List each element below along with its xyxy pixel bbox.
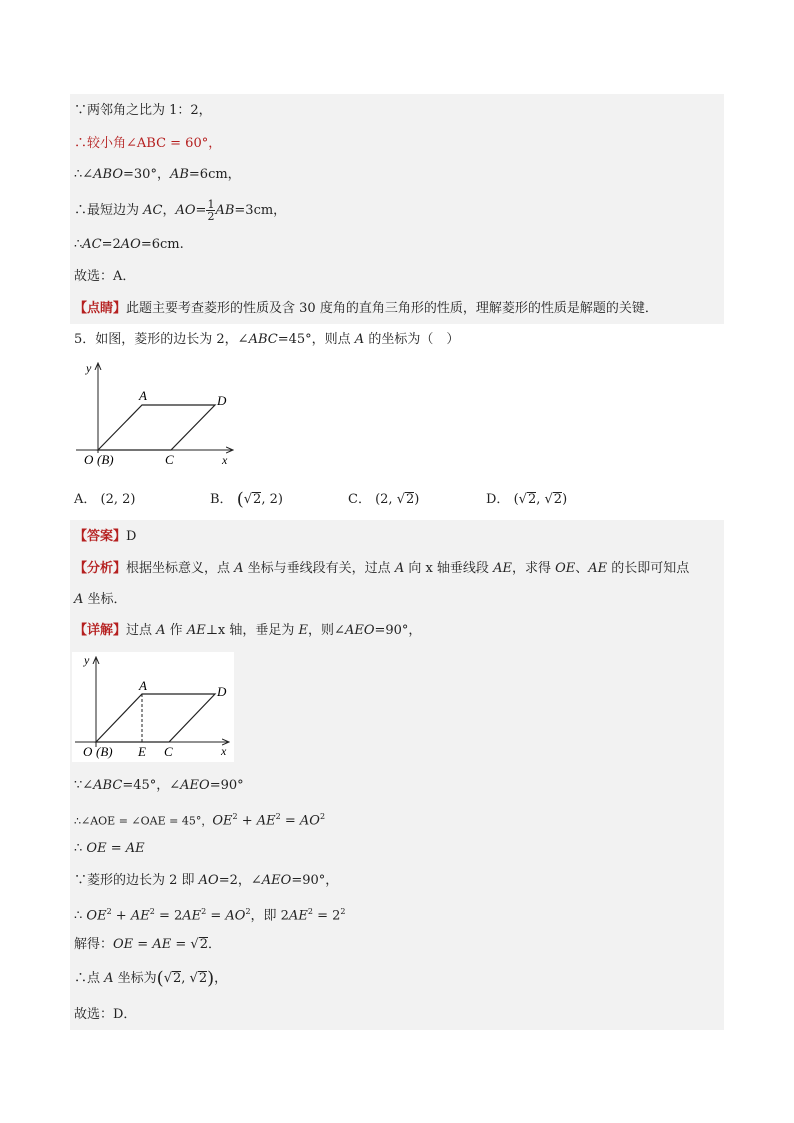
tip-line: 【点睛】此题主要考查菱形的性质及含 30 度角的直角三角形的性质，理解菱形的性质是解题的关键． — [74, 301, 658, 316]
step-3: ∴ OE = AE — [74, 841, 145, 856]
fraction: $\frac{1}{2}$ — [207, 198, 215, 223]
detail-line: 【详解】过点 A 作 AE⊥x 轴，垂足为 E，则∠AEO=90°， — [74, 623, 422, 638]
text-line: 故选：A． — [74, 269, 136, 284]
rhombus — [98, 405, 215, 450]
step-1: ∵∠ABC=45°，∠AEO=90° — [74, 778, 244, 793]
step-6: 解得：OE = AE = √2． — [74, 937, 221, 952]
rhombus — [96, 694, 215, 742]
label-o: O — [83, 744, 93, 759]
step-7: ∴点 A 坐标为(√2, √2)， — [74, 968, 228, 989]
step-5: ∴ $OE^2 + AE^2 = 2AE^2 = AO^2$，即 $2AE^2 = 2^2$ — [74, 907, 346, 924]
step-4: ∵菱形的边长为 2 即 AO=2，∠AEO=90°， — [74, 873, 339, 888]
analysis-line: 【分析】根据坐标意义，点 A 坐标与垂线段有关，过点 A 向 x 轴垂线段 AE，求得 OE、AE 的长即可知点 — [74, 561, 690, 576]
label-y: y — [86, 361, 92, 375]
text-line: ∴最短边为 AC，AO= $\frac{1}{2}$ AB=3cm， — [74, 198, 287, 223]
label-x: x — [222, 453, 228, 467]
rhombus-figure-with-e — [72, 652, 234, 762]
text-line: ∵两邻角之比为 1：2， — [74, 103, 212, 118]
option-a[interactable]: A． (2, 2) — [74, 492, 136, 507]
text-line: ∴∠ABO=30°，AB=6cm， — [74, 167, 241, 182]
option-b[interactable]: B． (√2, 2) — [210, 489, 283, 510]
step-2: ∴∠AOE = ∠OAE = 45°，$OE^2 + AE^2 = AO^2$ — [74, 812, 326, 829]
label-c: C — [164, 744, 173, 759]
label-o: O — [84, 452, 94, 467]
tip-label: 【点睛】 — [74, 301, 127, 316]
label-b: (B) — [96, 744, 113, 759]
text-line: ∴AC=2AO=6cm. — [74, 237, 184, 252]
analysis-line-2: A 坐标． — [74, 592, 127, 607]
label-b: (B) — [97, 452, 114, 467]
label-y: y — [84, 653, 90, 667]
label-c: C — [165, 452, 174, 467]
label-a: A — [139, 678, 147, 693]
label-d: D — [217, 684, 227, 699]
question-text: 5．如图，菱形的边长为 2，∠ABC=45°，则点 A 的坐标为（ ） — [74, 332, 460, 347]
answer-line: 【答案】D — [74, 529, 137, 544]
rhombus-figure — [72, 358, 242, 468]
text-line: ∴较小角∠ABC = 60°， — [74, 136, 222, 151]
option-d[interactable]: D． (√2, √2) — [486, 492, 568, 507]
label-a: A — [139, 388, 147, 403]
option-c[interactable]: C． (2, √2) — [348, 492, 420, 507]
label-x: x — [221, 744, 227, 758]
label-d: D — [217, 393, 227, 408]
label-e: E — [138, 744, 146, 759]
step-8: 故选：D． — [74, 1007, 137, 1022]
